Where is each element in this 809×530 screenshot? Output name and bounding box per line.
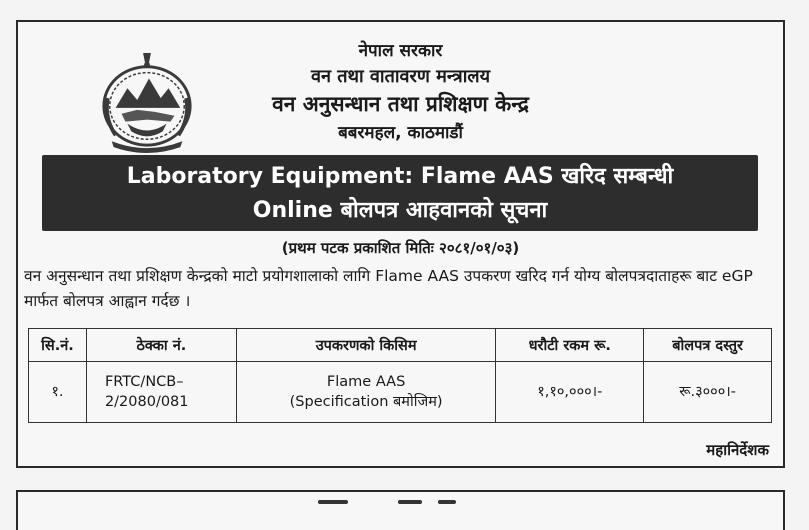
equipment-line-1: Flame AAS bbox=[326, 374, 406, 390]
equipment-line-2: (Specification बमोजिम) bbox=[289, 394, 443, 410]
header-fee: बोलपत्र दस्तुर bbox=[644, 329, 772, 362]
header-sn: सि.नं. bbox=[29, 329, 87, 362]
notice-banner bbox=[42, 155, 758, 231]
signature-title: महानिर्देशक bbox=[706, 441, 769, 459]
text-fragment bbox=[398, 500, 422, 504]
contract-line-2: 2/2080/081 bbox=[104, 394, 189, 410]
table-row bbox=[29, 362, 772, 423]
cell-deposit: १,१०,०००।- bbox=[496, 362, 644, 423]
text-fragment bbox=[318, 500, 348, 504]
tender-table bbox=[28, 328, 772, 423]
table-header-row bbox=[29, 329, 772, 362]
government-title: नेपाल सरकार bbox=[358, 41, 443, 61]
cell-sn: १. bbox=[29, 362, 87, 423]
publication-date: (प्रथम पटक प्रकाशित मितिः २०८१/०१/०३) bbox=[281, 239, 520, 257]
tender-notice bbox=[16, 20, 785, 468]
header-equipment: उपकरणको किसिम bbox=[236, 329, 496, 362]
header-deposit: धरौटी रकम रू. bbox=[496, 329, 644, 362]
banner-line-2: Online बोलपत्र आहवानको सूचना bbox=[252, 198, 548, 223]
ministry-title: वन तथा वातावरण मन्त्रालय bbox=[310, 66, 491, 87]
cell-equipment bbox=[236, 362, 496, 423]
contract-line-1: FRTC/NCB– bbox=[104, 374, 184, 390]
cell-fee: रू.३०००।- bbox=[644, 362, 772, 423]
header-contract: ठेक्का नं. bbox=[86, 329, 236, 362]
notice-body: वन अनुसन्धान तथा प्रशिक्षण केन्द्रको माटो प्रयोगशालाको लागि Flame AAS उपकरण खरिद गर्न योग्य बोलपत्रदाताहरू बाट eGP मार्फत बोलपत्र आह्वान गर्दछ । bbox=[24, 267, 753, 310]
banner-line-1: Laboratory Equipment: Flame AAS खरिद सम्बन्धी bbox=[126, 164, 674, 189]
center-title: वन अनुसन्धान तथा प्रशिक्षण केन्द्र bbox=[272, 92, 529, 116]
cell-contract bbox=[86, 362, 236, 423]
text-fragment bbox=[438, 500, 456, 504]
address: बबरमहल, काठमाडौं bbox=[338, 123, 463, 143]
next-notice-fragment bbox=[16, 490, 785, 530]
